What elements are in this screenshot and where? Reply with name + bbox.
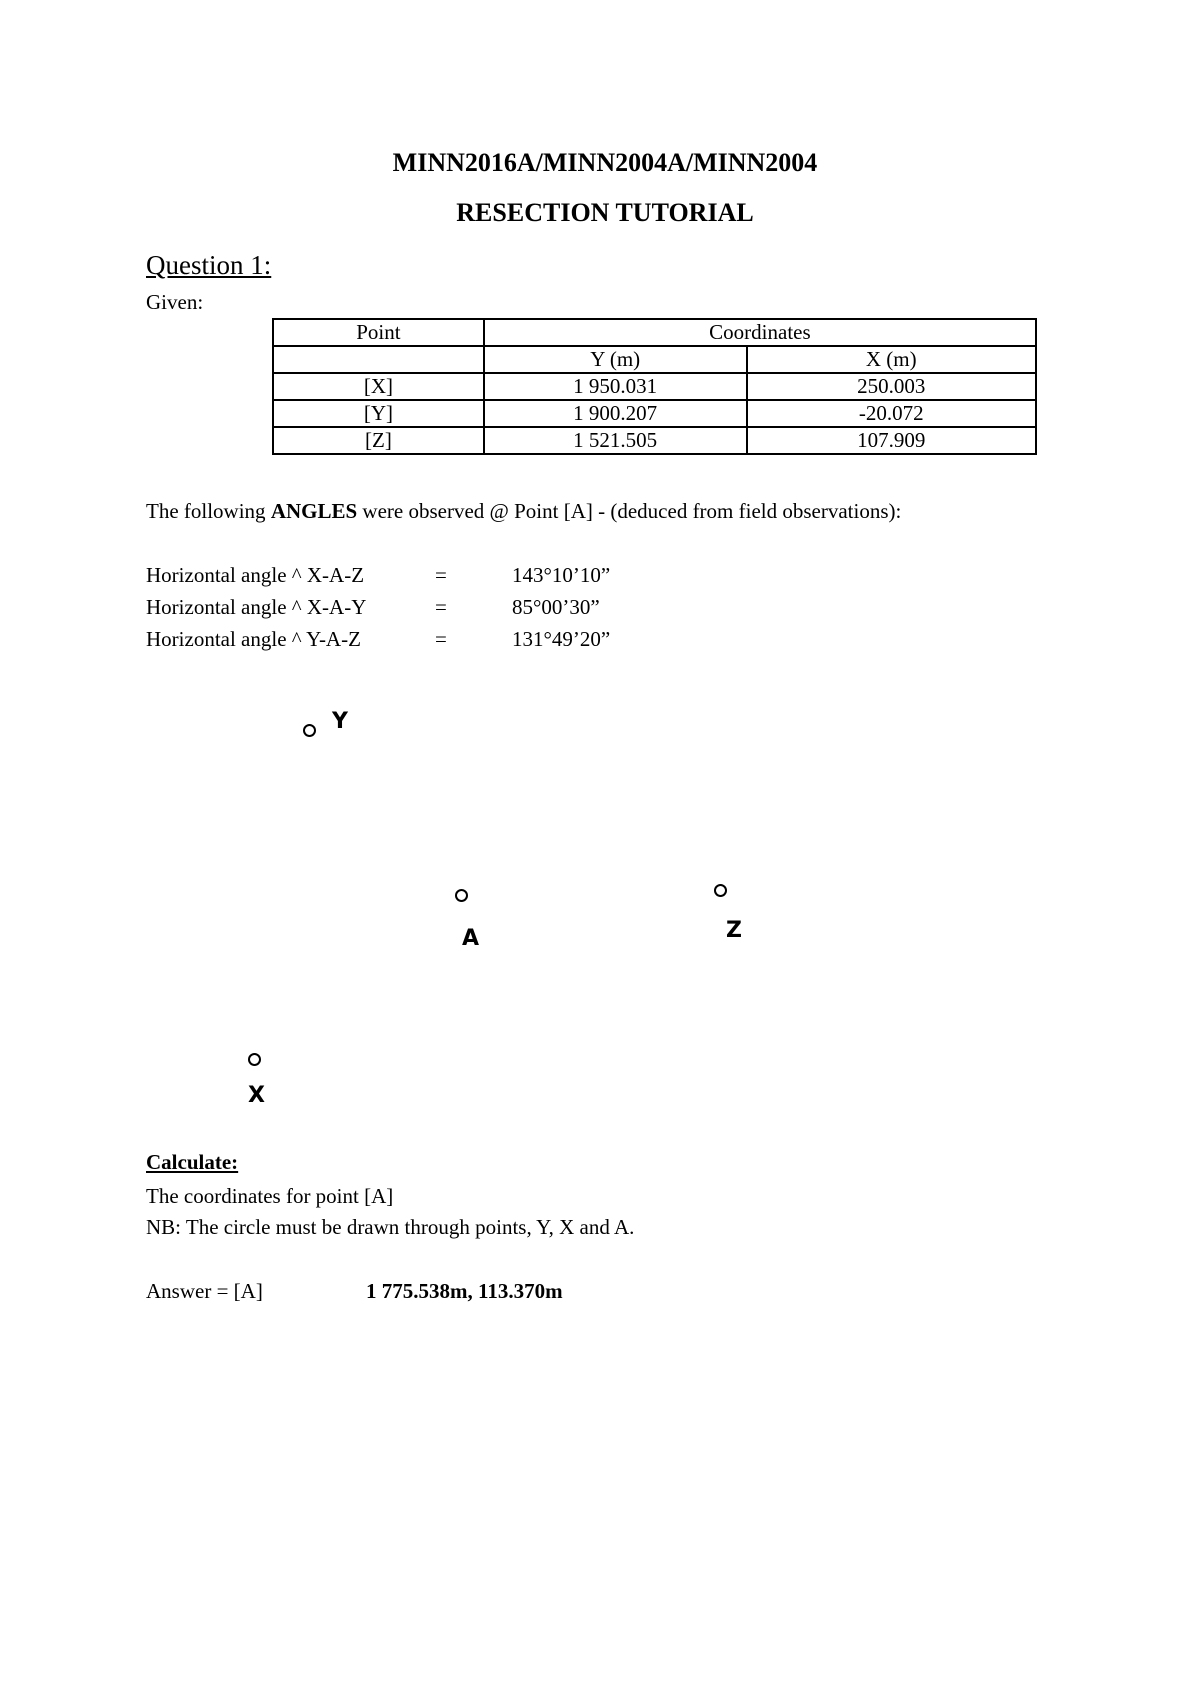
table-row bbox=[273, 427, 1036, 454]
cell-x: 250.003 bbox=[747, 373, 1037, 400]
angle-equals: = bbox=[435, 595, 447, 619]
question-heading: Question 1: bbox=[146, 250, 272, 280]
given-label: Given: bbox=[146, 290, 204, 314]
angle-value: 143°10’10” bbox=[512, 563, 611, 587]
table-row bbox=[273, 400, 1036, 427]
point-y-label: Y bbox=[332, 709, 348, 734]
cell-point: [X] bbox=[273, 373, 484, 400]
point-y-marker bbox=[303, 724, 316, 737]
cell-point: [Y] bbox=[273, 400, 484, 427]
subheader-empty bbox=[273, 346, 484, 373]
observation-prefix: The following bbox=[146, 499, 271, 523]
observation-bold: ANGLES bbox=[270, 499, 358, 523]
table-row bbox=[273, 373, 1036, 400]
cell-x: 107.909 bbox=[747, 427, 1037, 454]
course-codes: MINN2016A/MINN2004A/MINN2004 bbox=[392, 148, 818, 177]
header-point: Point bbox=[273, 319, 484, 346]
table-header-row bbox=[273, 319, 1036, 346]
point-a-label: A bbox=[462, 926, 480, 951]
point-z-marker bbox=[714, 884, 727, 897]
coordinates-table bbox=[272, 318, 1037, 455]
answer-label: Answer = [A] bbox=[146, 1279, 263, 1303]
point-a-marker bbox=[455, 889, 468, 902]
angle-label: Horizontal angle ^ Y-A-Z bbox=[146, 627, 361, 651]
calculate-line-2: NB: The circle must be drawn through points, Y, X and A. bbox=[146, 1215, 635, 1239]
point-x-label: X bbox=[248, 1083, 265, 1108]
document-title: RESECTION TUTORIAL bbox=[456, 198, 754, 227]
point-z-label: Z bbox=[726, 918, 742, 943]
angle-value: 131°49’20” bbox=[512, 627, 611, 651]
subheader-y: Y (m) bbox=[484, 346, 747, 373]
cell-point: [Z] bbox=[273, 427, 484, 454]
angle-value: 85°00’30” bbox=[512, 595, 600, 619]
subheader-x: X (m) bbox=[747, 346, 1037, 373]
calculate-line-1: The coordinates for point [A] bbox=[146, 1184, 394, 1208]
header-coordinates: Coordinates bbox=[484, 319, 1036, 346]
answer-value: 1 775.538m, 113.370m bbox=[366, 1279, 563, 1303]
angle-equals: = bbox=[435, 627, 447, 651]
observation-sentence bbox=[146, 499, 901, 524]
cell-x: -20.072 bbox=[747, 400, 1037, 427]
observation-suffix: were observed @ Point [A] - (deduced from field observations): bbox=[357, 499, 902, 523]
cell-y: 1 521.505 bbox=[484, 427, 747, 454]
angle-label: Horizontal angle ^ X-A-Y bbox=[146, 595, 367, 619]
cell-y: 1 950.031 bbox=[484, 373, 747, 400]
angle-label: Horizontal angle ^ X-A-Z bbox=[146, 563, 365, 587]
table-subheader-row bbox=[273, 346, 1036, 373]
cell-y: 1 900.207 bbox=[484, 400, 747, 427]
calculate-heading: Calculate: bbox=[146, 1150, 239, 1174]
angle-equals: = bbox=[435, 563, 447, 587]
point-x-marker bbox=[248, 1053, 261, 1066]
